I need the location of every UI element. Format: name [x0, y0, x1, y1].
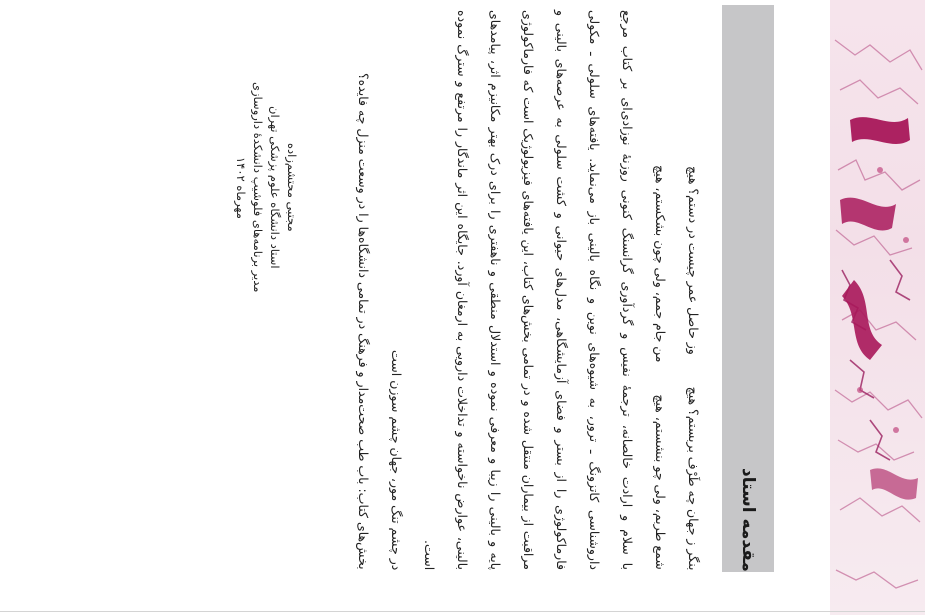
signature-role-1: استاد دانشگاه علوم پزشکی تهران — [268, 106, 282, 269]
signature-role-2: مدیر برنامه‌های فلوشیپ دانشکدهٔ داروسازی — [251, 82, 265, 293]
body-text — [300, 10, 710, 570]
protein-illustration — [830, 0, 925, 615]
poem-line-1b: وز حاصل عمر چیست در دستم؟ هیچ — [686, 165, 701, 355]
signature-date: مهرماه ۱۴۰۲ — [234, 156, 248, 219]
signature-name: مجتبی محتشم‌زاده — [285, 143, 299, 232]
paragraph-1: با سلام و ارادت خالصانه، ترجمهٔ نفیس و گردآوری گرانسنگ کنونی روزنهٔ نوزادی‌ای بر کتاب مرجع داروشناسی کاتزونگ ـ ترور، به شیوه‌های نوین و نگاه بالینی باز می‌نماید. یافته‌های سلولی ـ مکولی فارماکولوژی را از بستر و فضای آزمایشگاهی، مدل‌های حیوانی و کشت سلولی به عرصه‌های بالینی و مراقبت از بیماران منتقل شده و در تمامی بخش‌های کتاب، این یافته‌های فیزیولوژیک است که فارماکولوژی پایه و بالینی را زیبا و معرفی نموده و استدلال منطقی و ناهفتری را برای درک بهتر مکانیزم اثر، پیامدهای بالینی، عوارض ناخواسته و تداخلات دارویی به ارمغان آورد. جایگاه این اثر ماندگار را مرتفع و سترگ نموده است. — [422, 10, 635, 570]
poem-line-1 — [677, 10, 710, 570]
poem-line-2b: من جام جمم، ولی چون بشکستم، هیچ — [653, 165, 668, 363]
paragraph-2: در چشم تنگ مور، جهان چشم سوزن است — [389, 349, 404, 570]
signature-block — [205, 55, 300, 320]
poem-line-2 — [644, 10, 677, 570]
poem-line-2a: شمع طربم، ولی چو بنشستم، هیچ — [653, 394, 668, 570]
divider — [0, 611, 925, 612]
poem-line-1a: بنگر ز جهان چه طَرْف بربستم؟ هیچ — [686, 386, 701, 570]
page-title: مقدمه استاد — [738, 468, 758, 572]
paragraph-3: بخش‌های کتاب: باب طب صحت‌مدار و فرهنگ در تمامی دانشگاه‌ها را در وسعت منزل چه فایده؟ — [356, 73, 371, 570]
